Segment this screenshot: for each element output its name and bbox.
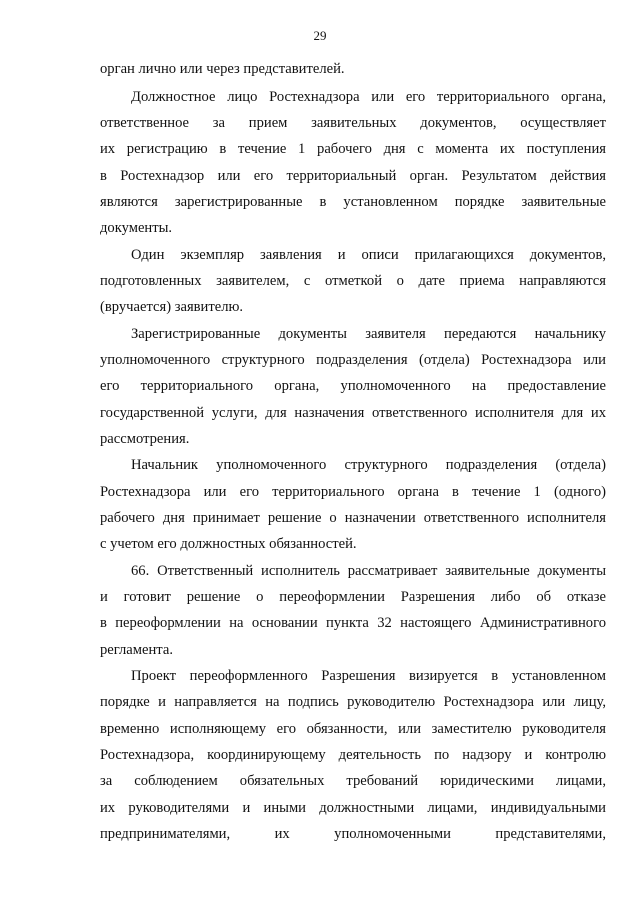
paragraph-first-line: Начальник уполномоченного структурного подразделения (отдела)	[131, 457, 606, 473]
text-line: предпринимателями, их уполномоченными представителями,	[100, 826, 606, 842]
text-line: Ростехнадзора или его территориального органа в течение 1 (одного)	[100, 484, 606, 500]
text-line: с учетом его должностных обязанностей.	[100, 536, 357, 552]
text-line: уполномоченного структурного подразделения (отдела) Ростехнадзора или	[100, 352, 606, 368]
text-line: в Ростехнадзор или его территориальный орган. Результатом действия	[100, 168, 606, 184]
text-line: ответственное за прием заявительных документов, осуществляет	[100, 115, 606, 131]
paragraph-first-line: Проект переоформленного Разрешения визируется в установленном	[131, 668, 606, 684]
text-line: (вручается) заявителю.	[100, 299, 244, 315]
text-line: в переоформлении на основании пункта 32 настоящего Административного	[100, 615, 606, 631]
text-line: и готовит решение о переоформлении Разрешения либо об отказе	[100, 589, 606, 605]
text-line: рабочего дня принимает решение о назначении ответственного исполнителя	[100, 510, 606, 526]
paragraph-first-line: Должностное лицо Ростехнадзора или его территориального органа,	[131, 89, 606, 105]
page-number: 29	[313, 28, 327, 43]
text-line: Ростехнадзора, координирующему деятельность по надзору и контролю	[100, 747, 606, 763]
text-line: за соблюдением обязательных требований юридическими лицами,	[100, 773, 606, 789]
text-line: регламента.	[100, 642, 173, 658]
text-line: подготовленных заявителем, с отметкой о дате приема направляются	[100, 273, 606, 289]
text-line: их руководителями и иными должностными лицами, индивидуальными	[100, 800, 606, 816]
text-line: государственной услуги, для назначения ответственного исполнителя для их	[100, 405, 606, 421]
paragraph-first-line: Зарегистрированные документы заявителя передаются начальнику	[131, 326, 606, 342]
text-line: их регистрацию в течение 1 рабочего дня с момента их поступления	[100, 141, 606, 157]
text-line: орган лично или через представителей.	[100, 61, 345, 77]
text-line: документы.	[100, 220, 173, 236]
text-line: порядке и направляется на подпись руководителю Ростехнадзора или лицу,	[100, 694, 606, 710]
text-line: рассмотрения.	[100, 431, 190, 447]
paragraph-first-line: 66. Ответственный исполнитель рассматривает заявительные документы	[131, 563, 606, 579]
text-line: его территориального органа, уполномоченного на предоставление	[100, 378, 606, 394]
paragraph-first-line: Один экземпляр заявления и описи прилагающихся документов,	[131, 247, 606, 263]
text-line: временно исполняющему его обязанности, или заместителю руководителя	[100, 721, 606, 737]
text-line: являются зарегистрированные в установленном порядке заявительные	[100, 194, 606, 210]
